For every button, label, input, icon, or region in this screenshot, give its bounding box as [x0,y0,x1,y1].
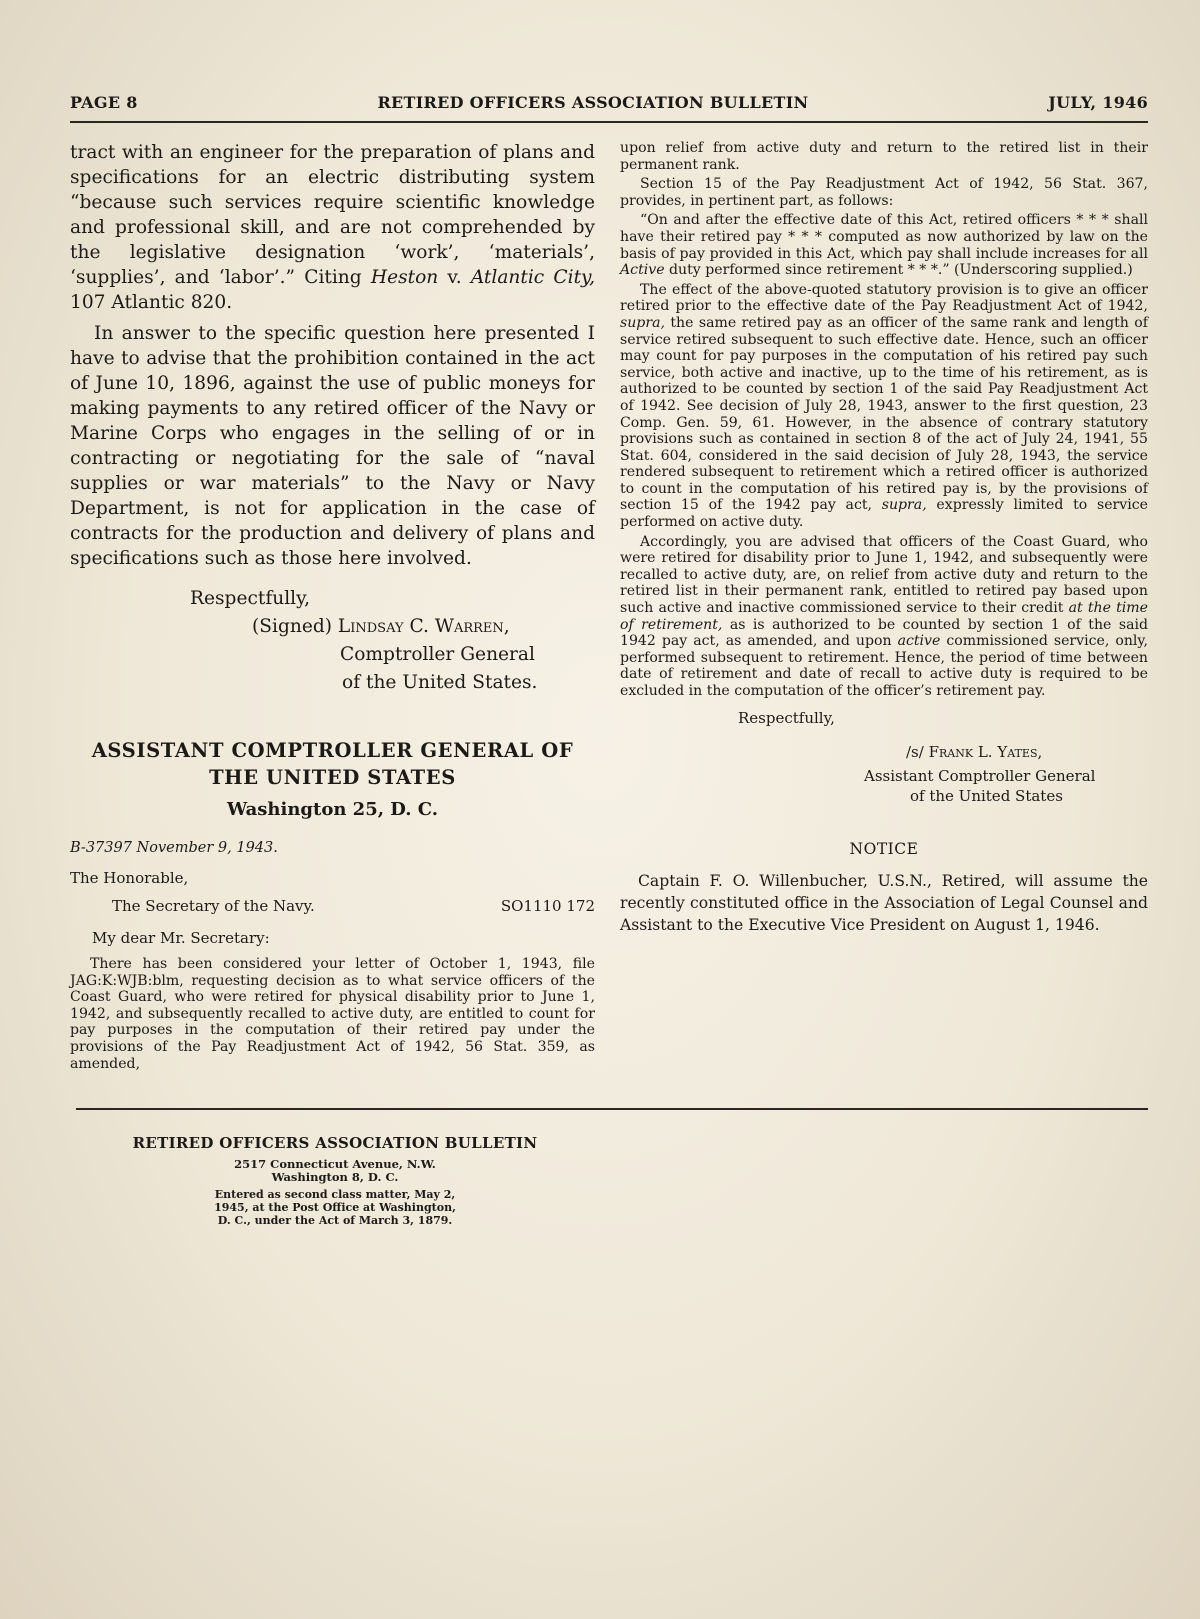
right-paragraph-4 [620,282,1148,531]
addressee: The Secretary of the Navy. [112,897,315,915]
publication-title: RETIRED OFFICERS ASSOCIATION BULLETIN [377,93,809,112]
letter-paragraph-1: There has been considered your letter of October 1, 1943, file JAG:K:WJB:blm, requesting decision as to what service officers of the Coast Guard, who were retired for physical disability prior to June 1, 1942, and subsequently recalled to active duty, are entitled to count for pay purposes in the computation of their retired pay under the provisions of the Pay Readjustment Act of 1942, 56 Stat. 359, as amended, [70,956,595,1072]
masthead-address-line-1: 2517 Connecticut Avenue, N.W. [234,1157,436,1171]
header-divider [70,121,1148,123]
left-closing: Respectfully, [190,588,311,609]
right-paragraph-5 [620,534,1148,700]
right-paragraph-1: upon relief from active duty and return to the retired list in their permanent rank. [620,140,1148,173]
letter-dateline: B-37397 November 9, 1943. [70,840,278,856]
right-signature [620,742,1148,762]
section-heading-line-1: ASSISTANT COMPTROLLER GENERAL OF [91,739,574,762]
right-signer-title-1: Assistant Comptroller General [864,766,1096,785]
left-paragraph-2: In answer to the specific question here presented I have to advise that the prohibition contained in the act of June 10, 1896, against the use of public moneys for making payments to any retired officer of the Navy or Marine Corps who engages in the selling of or in contracting or negotiating for the sale of “naval supplies or war materials” to the Navy or Navy Department, is not for application in the case of contracts for the production and delivery of plans and specifications such as those here involved. [70,323,595,569]
right-paragraph-2: Section 15 of the Pay Readjustment Act of 1942, 56 Stat. 367, provides, in pertinent part, as follows: [620,176,1148,209]
para4-text-b: the same retired pay as an officer of the same rank and length of service retired subsequent to such effective date. Hence, such an officer may count for pay purposes in the computation of his retired pay such service, both active and inactive, up to the time of his retirement, as is authorized to be counted by section 1 of the said Pay Readjustment Act of 1942. See decision of July 28, 1943, answer to the first question, 23 Comp. Gen. 59, 61. However, in the absence of contrary statutory provisions such as contained in section 8 of the act of July 24, 1941, 55 Stat. 604, considered in the said decision of July 28, 1943, the service rendered subsequent to retirement which a retired officer is authorized to count in the computation of his retired pay is, by the provisions of section 15 of the 1942 pay act, [620,314,1148,514]
signer-title-line-2: of the United States. [342,672,538,693]
case-name-b: Atlantic City, [470,267,595,288]
left-column [70,140,595,1072]
para4-text-c: expressly limited to service performed on active duty. [620,497,1148,531]
para4-supra: supra, [620,314,665,331]
para5-text-b: as is authorized to be counted by section 1 of the said 1942 pay act, as amended, and upon [620,616,1149,650]
signed-prefix: (Signed) [252,616,332,637]
page-header [70,93,1148,112]
quote-text-b: duty performed since retirement * * *.” (Underscoring supplied.) [664,262,1133,279]
masthead [100,1134,570,1227]
entry-line-3: D. C., under the Act of March 3, 1879. [217,1214,453,1227]
case-citation: 107 Atlantic 820. [70,292,233,313]
quote-italic: Active [620,262,665,279]
entry-line-2: 1945, at the Post Office at Washington, [214,1201,456,1214]
left-paragraph-1 [70,140,595,315]
para4-supra-2: supra, [881,497,927,514]
masthead-address-line-2: Washington 8, D. C. [271,1170,399,1184]
section-heading-line-2: THE UNITED STATES [209,766,456,789]
masthead-title: RETIRED OFFICERS ASSOCIATION BULLETIN [132,1134,538,1152]
left-signature [70,613,595,641]
signed-prefix-right: /s/ [906,742,924,761]
quote-text-a: “On and after the effective date of this Act, retired officers * * * shall have their retired pay * * * computed as now authorized by law on the basis of pay provided in this Act, which pay shall include increases for all [620,212,1148,262]
notice-text: Captain F. O. Willenbucher, U.S.N., Retired, will assume the recently constituted office in the Association of Legal Counsel and Assistant to the Executive Vice President on August 1, 1946. [620,871,1148,934]
case-v: v. [438,267,471,288]
masthead-entry-notice [100,1188,570,1227]
case-name-a: Heston [370,267,439,288]
signer-name: Lindsay C. Warren, [337,616,510,637]
section-location: Washington 25, D. C. [226,799,439,820]
para4-text-a: The effect of the above-quoted statutory provision is to give an officer retired prior to the effective date of the Pay Readjustment Act of 1942, [620,281,1148,315]
file-code: SO1110 172 [500,897,595,915]
salutation: The Honorable, [70,869,189,887]
masthead-address [100,1158,570,1184]
right-closing: Respectfully, [738,708,835,727]
signer-title-line-1: Comptroller General [340,644,535,665]
left-para1-text: tract with an engineer for the preparation of plans and specifications for an electric distributing system “because such services require scientific knowledge and professional skill, and are not comprehended by the legislative designation ‘work’, ‘materials’, ‘supplies’, and ‘labor’.” Citing [70,142,595,288]
page-number: PAGE 8 [70,93,138,112]
right-column [620,140,1148,951]
para5-italic-1: at the time of retirement, [620,600,1148,633]
signer-name-right: Frank L. Yates, [928,742,1043,761]
para5-italic-2: active [897,633,941,650]
entry-line-1: Entered as second class matter, May 2, [214,1188,456,1201]
right-signer-title-2: of the United States [910,786,1063,805]
issue-date: JULY, 1946 [1048,93,1148,112]
footer-divider [76,1108,1148,1110]
statute-quote [620,212,1148,278]
section-heading [70,737,595,791]
notice-heading: NOTICE [849,839,919,858]
greeting: My dear Mr. Secretary: [92,929,270,947]
addressee-row [70,896,595,916]
para5-text-a: Accordingly, you are advised that officers of the Coast Guard, who were retired for disability prior to June 1, 1942, and subsequently were recalled to active duty, are, on relief from active duty and return to the retired list in their permanent rank, entitled to retired pay based upon such active and inactive commissioned service to their credit [620,533,1148,617]
para5-text-c: commissioned service, only, performed subsequent to retirement. Hence, the period of time between date of retirement and date of recall to active duty is required to be excluded in the computation of the officer’s retirement pay. [620,633,1148,699]
